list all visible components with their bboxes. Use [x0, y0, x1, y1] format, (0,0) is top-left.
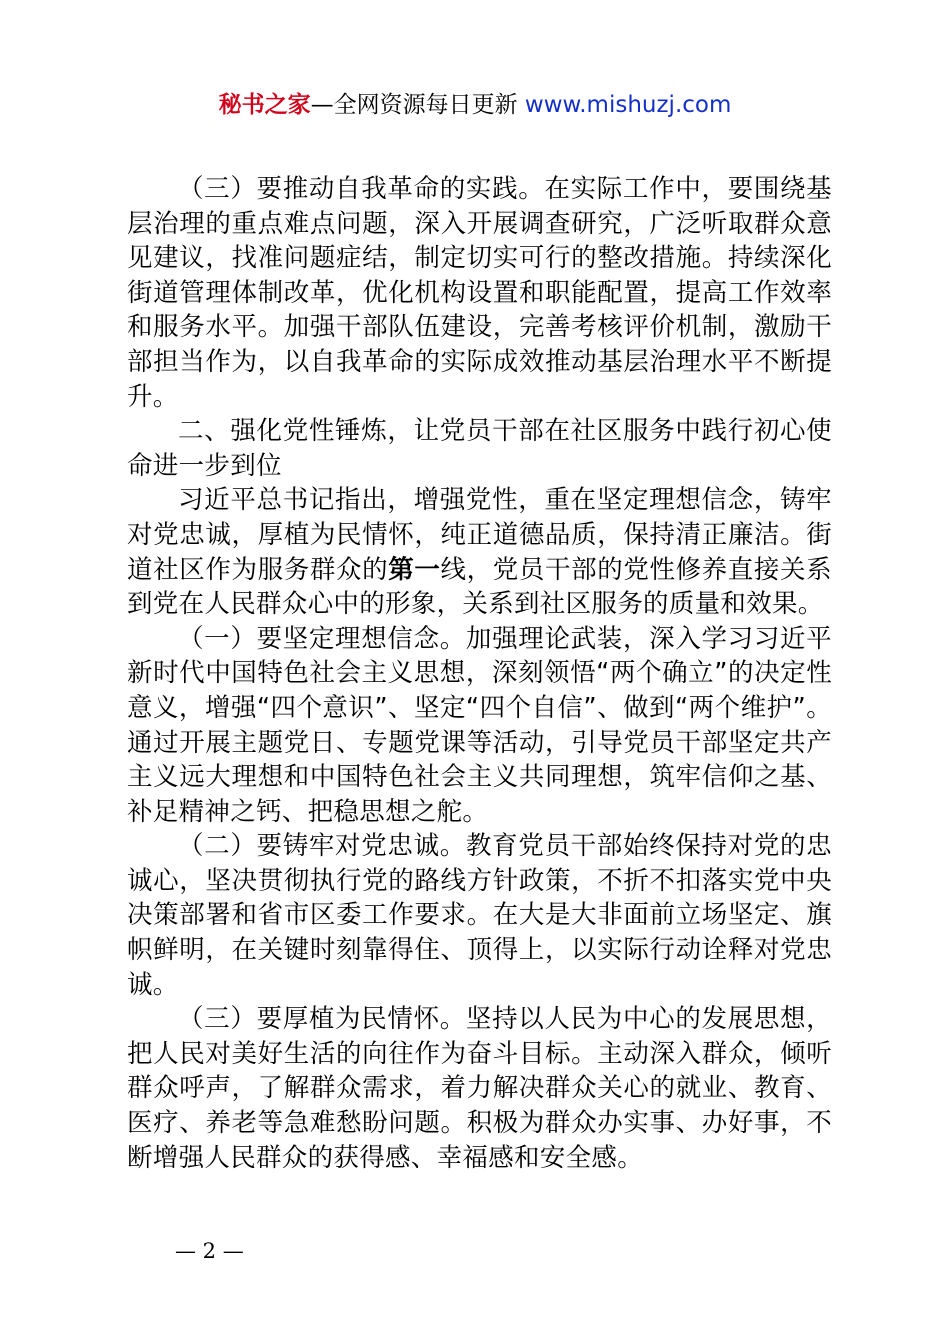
site-header	[0, 88, 950, 122]
document-body	[127, 172, 832, 1175]
paragraph-reform-practice: （三）要推动自我革命的实践。在实际工作中，要围绕基层治理的重点难点问题，深入开展调查研究，广泛听取群众意见建议，找准问题症结，制定切实可行的整改措施。持续深化街道管理体制改革，优化机构设置和职能配置，提高工作效率和服务水平。加强干部队伍建设，完善考核评价机制，激励干部担当作为，以自我革命的实际成效推动基层治理水平不断提升。	[127, 174, 832, 412]
page-number: — 2 —	[175, 1239, 244, 1263]
paragraph-party-spirit-bold: 第一	[388, 554, 441, 585]
header-tagline: —全网资源每日更新	[310, 92, 518, 118]
paragraph-people-care: （三）要厚植为民情怀。坚持以人民为中心的发展思想，把人民对美好生活的向往作为奋斗目标。主动深入群众，倾听群众呼声，了解群众需求，着力解决群众关心的就业、教育、医疗、养老等急难愁盼问题。积极为群众办实事、办好事，不断增强人民群众的获得感、幸福感和安全感。	[127, 1004, 832, 1173]
paragraph-party-spirit	[127, 483, 832, 621]
brand-name: 秘书之家	[218, 92, 311, 118]
site-url[interactable]: www.mishuzj.com	[524, 92, 732, 118]
paragraph-party-spirit-b: 线，党员干部的党性修养直接关系到党在人民群众心中的形象，关系到社区服务的质量和效果。	[127, 554, 832, 620]
paragraph-party-spirit-a: 习近平总书记指出，增强党性，重在坚定理想信念，铸牢对党忠诚，厚植为民情怀，纯正道德品质，保持清正廉洁。街道社区作为服务群众的	[127, 485, 832, 585]
paragraph-ideals-beliefs: （一）要坚定理想信念。加强理论武装，深入学习习近平新时代中国特色社会主义思想，深刻领悟“两个确立”的决定性意义，增强“四个意识”、坚定“四个自信”、做到“两个维护”。通过开展主题党日、专题党课等活动，引导党员干部坚定共产主义远大理想和中国特色社会主义共同理想，筑牢信仰之基、补足精神之钙、把稳思想之舵。	[127, 623, 832, 827]
paragraph-loyalty: （二）要铸牢对党忠诚。教育党员干部始终保持对党的忠诚心，坚决贯彻执行党的路线方针政策，不折不扣落实党中央决策部署和省市区委工作要求。在大是大非面前立场坚定、旗帜鲜明，在关键时刻靠得住、顶得上，以实际行动诠释对党忠诚。	[127, 831, 832, 1000]
section-heading-2: 二、强化党性锤炼，让党员干部在社区服务中践行初心使命进一步到位	[127, 416, 832, 481]
